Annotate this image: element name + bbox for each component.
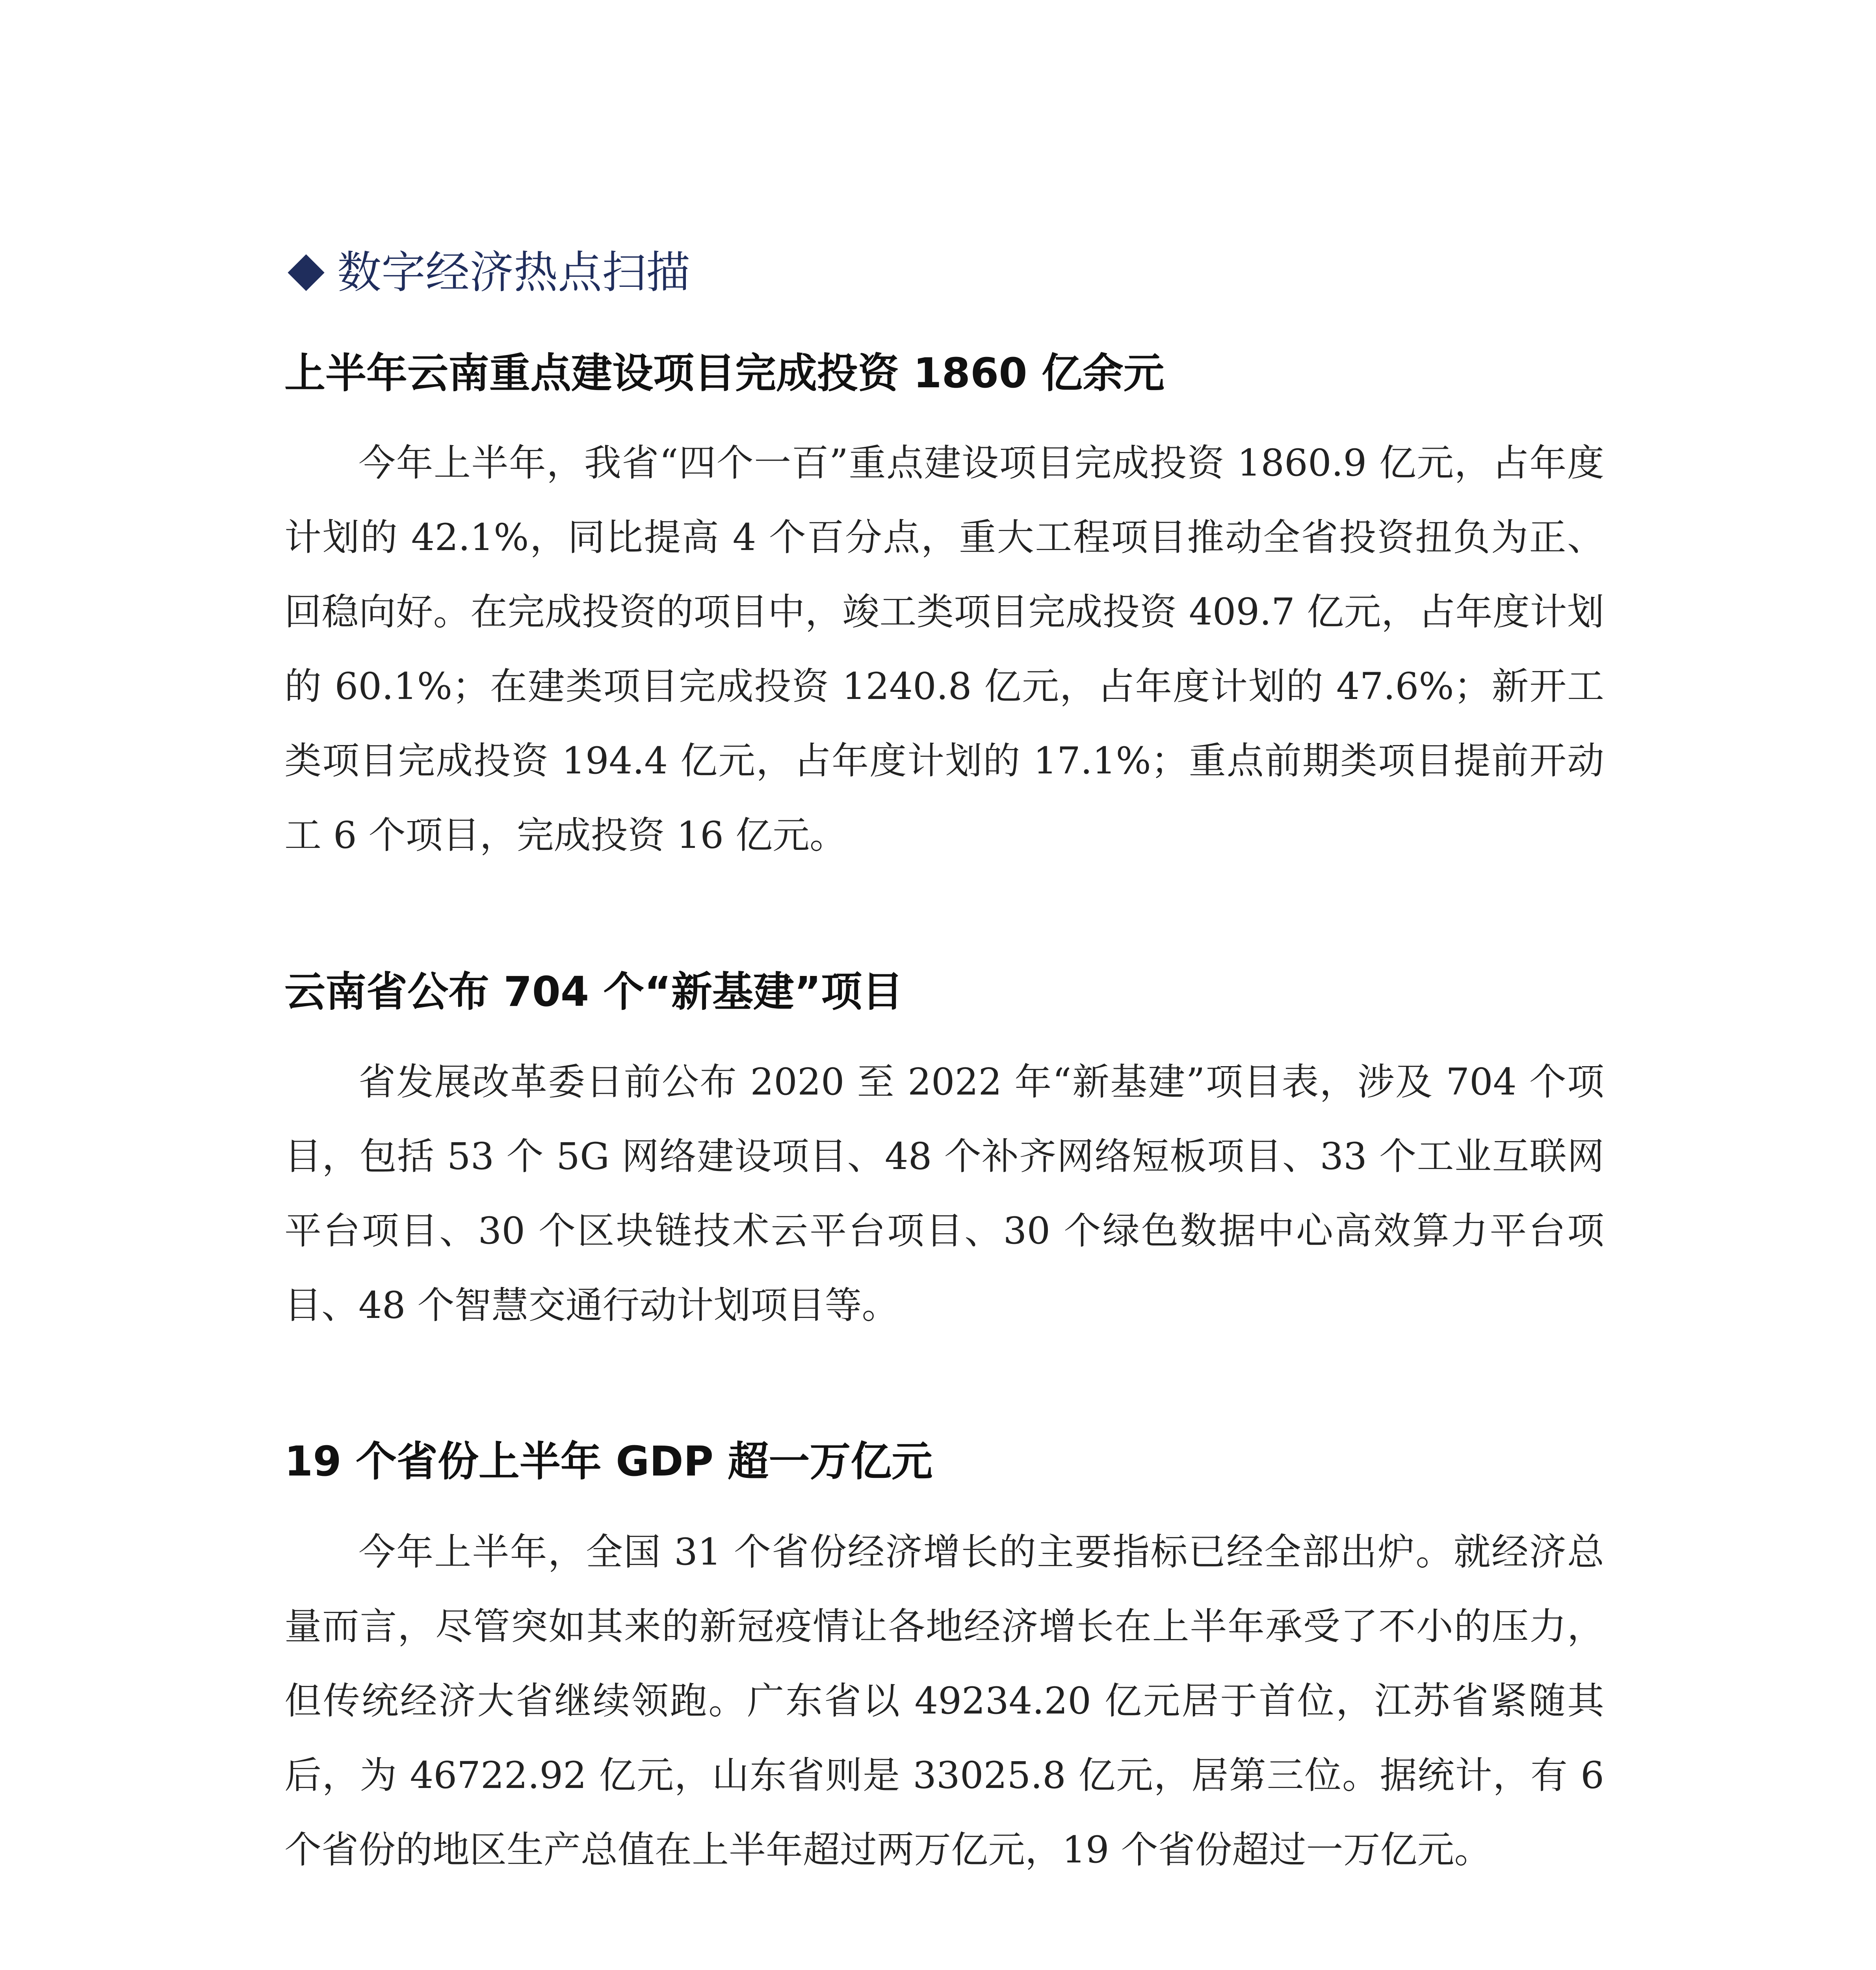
article-title: 19 个省份上半年 GDP 超一万亿元: [284, 1437, 933, 1485]
section-title: 数字经济热点扫描: [337, 247, 690, 298]
section-header: [284, 241, 690, 304]
article-title: 云南省公布 704 个“新基建”项目: [284, 968, 903, 1016]
diamond-bullet-icon: [288, 254, 324, 291]
article-body: 今年上半年，我省“四个一百”重点建设项目完成投资 1860.9 亿元，占年度计划的 42.1%，同比提高 4 个百分点，重大工程项目推动全省投资扭负为正、回稳向好。在完成投资的项目中，竣工类项目完成投资 409.7 亿元，占年度计划的 60.1%；在建类项目完成投资 1240.8 亿元，占年度计划的 47.6%；新开工类项目完成投资 194.4 亿元，占年度计划的 17.1%；重点前期类项目提前开动工 6 个项目，完成投资 16 亿元。: [284, 442, 1604, 857]
article-body: 今年上半年，全国 31 个省份经济增长的主要指标已经全部出炉。就经济总量而言，尽管突如其来的新冠疫情让各地经济增长在上半年承受了不小的压力，但传统经济大省继续领跑。广东省以 49234.20 亿元居于首位，江苏省紧随其后，为 46722.92 亿元，山东省则是 33025.8 亿元，居第三位。据统计，有 6 个省份的地区生产总值在上半年超过两万亿元，19 个省份超过一万亿元。: [284, 1531, 1604, 1872]
article-body: 省发展改革委日前公布 2020 至 2022 年“新基建”项目表，涉及 704 个项目，包括 53 个 5G 网络建设项目、48 个补齐网络短板项目、33 个工业互联网平台项目、30 个区块链技术云平台项目、30 个绿色数据中心高效算力平台项目、48 个智慧交通行动计划项目等。: [284, 1061, 1604, 1327]
article-title: 上半年云南重点建设项目完成投资 1860 亿余元: [284, 349, 1165, 397]
